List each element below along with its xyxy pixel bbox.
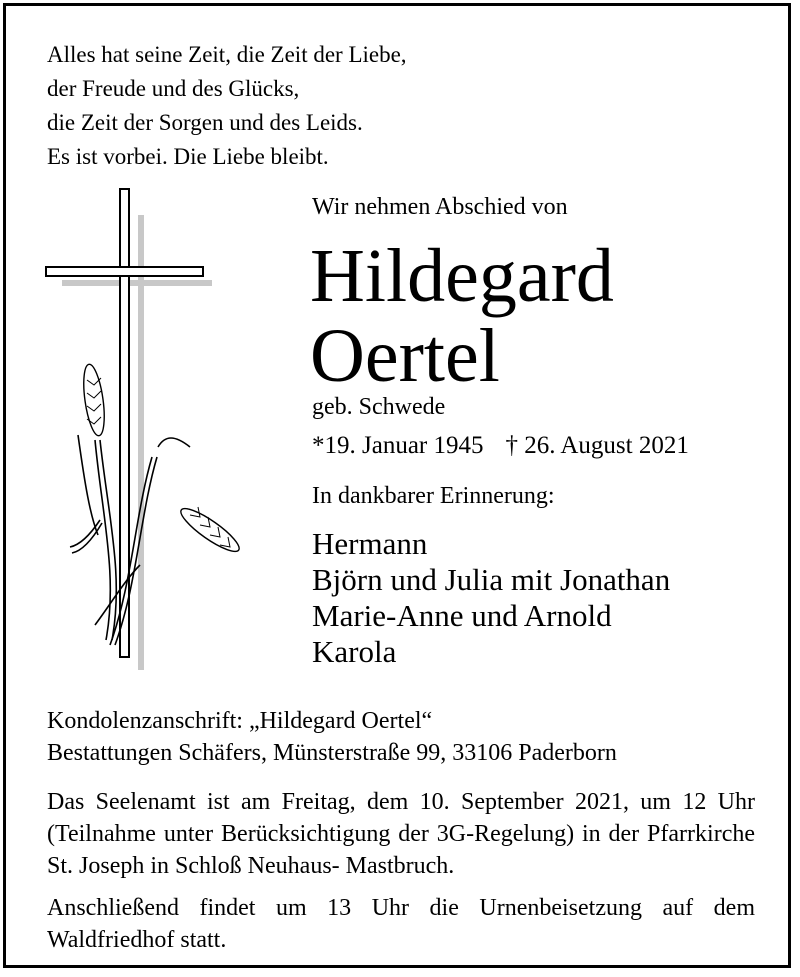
- poem-line: die Zeit der Sorgen und des Leids.: [47, 110, 363, 135]
- born-name: geb. Schwede: [312, 394, 446, 420]
- mourner: Karola: [312, 634, 397, 669]
- mourner: Marie-Anne und Arnold: [312, 598, 612, 633]
- death-date: † 26. August 2021: [505, 432, 689, 459]
- mourner: Hermann: [312, 526, 428, 561]
- poem-line: Alles hat seine Zeit, die Zeit der Liebe,: [47, 42, 407, 67]
- poem-line: der Freude und des Glücks,: [47, 76, 300, 101]
- condolence-line: Bestattungen Schäfers, Münsterstraße 99, 33106 Paderborn: [47, 740, 617, 766]
- burial-notice: Anschließend findet um 13 Uhr die Urnenbeisetzung auf dem Waldfriedhof statt.: [47, 895, 755, 953]
- deceased-name: [310, 236, 614, 396]
- last-name: Oertel: [310, 314, 500, 398]
- condolence-address: [47, 705, 617, 769]
- first-name: Hildegard: [310, 234, 614, 318]
- birth-date: *19. Januar 1945: [312, 432, 484, 459]
- memory-line: In dankbarer Erinnerung:: [312, 483, 555, 509]
- cross-with-wheat-icon: [40, 185, 255, 675]
- mourners-list: [312, 526, 670, 670]
- service-notice: Das Seelenamt ist am Freitag, dem 10. September 2021, um 12 Uhr (Teilnahme unter Berücksichtigung der 3G-Regelung) in der Pfarrkirche St. Joseph in Schloß Neuhaus- Mastbruch.: [47, 789, 755, 879]
- life-dates: [312, 433, 689, 458]
- condolence-line: Kondolenzanschrift: „Hildegard Oertel“: [47, 708, 433, 734]
- poem-line: Es ist vorbei. Die Liebe bleibt.: [47, 144, 329, 169]
- poem: [47, 38, 407, 174]
- intro-line: Wir nehmen Abschied von: [312, 194, 568, 220]
- mourner: Björn und Julia mit Jonathan: [312, 562, 671, 597]
